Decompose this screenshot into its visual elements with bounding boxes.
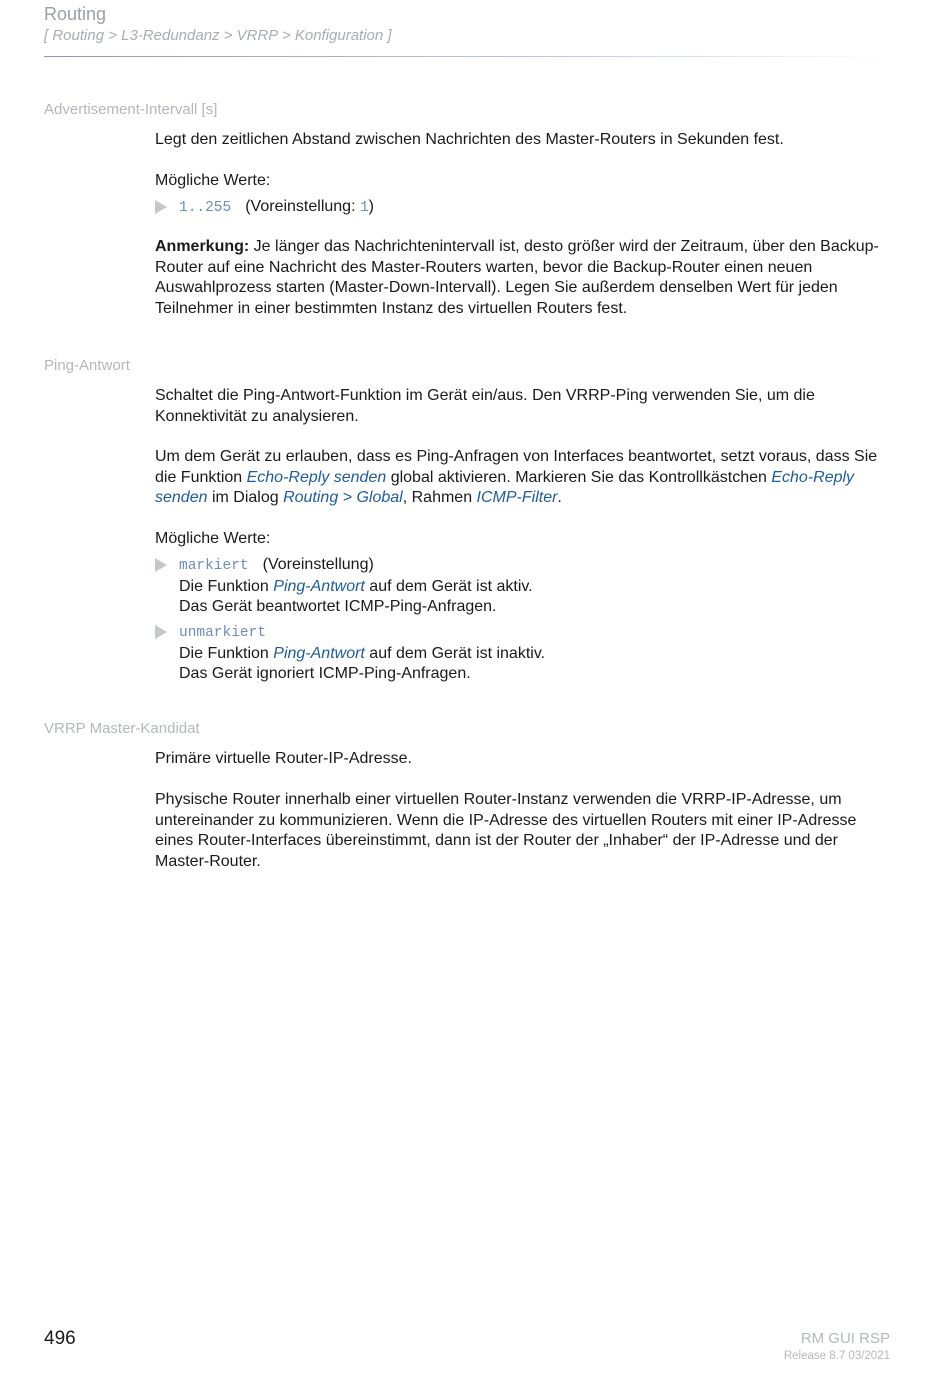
vrrp-master-description: Primäre virtuelle Router-IP-Adresse.: [155, 750, 412, 767]
unmarked-line1: Die Funktion Ping-Antwort auf dem Gerät ist inaktiv.: [179, 644, 546, 662]
ping-prerequisite: Um dem Gerät zu erlauben, dass es Ping-Anfragen von Interfaces beantwortet, setzt voraus, dass Sie die Funktion Echo-Reply senden global aktivieren. Markieren Sie das Kontrollkästchen Echo-Reply senden im Dialog Routing > Global, Rahmen ICMP-Filter.: [155, 448, 878, 506]
vrrp-master-candidate-label: VRRP Master-Kandidat: [44, 720, 200, 737]
page-header-title: Routing: [44, 4, 107, 24]
echo-reply-checkbox-ref[interactable]: Echo-Reply senden: [155, 468, 855, 506]
ping-description: Schaltet die Ping-Antwort-Funktion im Gerät ein/aus. Den VRRP-Ping verwenden Sie, um die Konnektivität zu analysieren.: [155, 387, 815, 425]
footer-release: Release 8.7 03/2021: [783, 1350, 890, 1362]
ping-response-label: Ping-Antwort: [44, 357, 130, 374]
marked-line1: Die Funktion Ping-Antwort auf dem Gerät ist aktiv.: [179, 577, 533, 595]
ping-values-heading: Mögliche Werte:: [155, 530, 271, 547]
vrrp-master-detail: Physische Router innerhalb einer virtuellen Router-Instanz verwenden die VRRP-IP-Adresse, um untereinander zu kommunizieren. Wenn die IP-Adresse des virtuellen Routers mit einer IP-Adresse eines Router-Interfaces übereinstimmt, dann ist der Router der „Inhaber“ der IP-Adresse und der Master-Router.: [155, 791, 857, 870]
default-value-text: (Voreinstellung: 1): [245, 198, 374, 216]
ping-response-ref[interactable]: Ping-Antwort: [273, 577, 365, 595]
marked-line2: Das Gerät beantwortet ICMP-Ping-Anfragen.: [179, 598, 497, 615]
marked-value: markiert: [179, 558, 249, 574]
advertisement-description: Legt den zeitlichen Abstand zwischen Nachrichten des Master-Routers in Sekunden fest.: [155, 131, 784, 148]
ping-response-ref[interactable]: Ping-Antwort: [273, 644, 365, 662]
page-number: 496: [44, 1328, 76, 1349]
unmarked-line2: Das Gerät ignoriert ICMP-Ping-Anfragen.: [179, 665, 471, 682]
icmp-filter-ref[interactable]: ICMP-Filter: [476, 489, 558, 506]
bullet-triangle-icon: [155, 625, 167, 639]
bullet-triangle-icon: [155, 200, 167, 214]
footer-document-name: RM GUI RSP: [800, 1330, 890, 1347]
bullet-triangle-icon: [155, 558, 167, 572]
note-label: Anmerkung:: [155, 238, 250, 255]
routing-global-dialog-ref[interactable]: Routing > Global: [283, 489, 403, 506]
advertisement-values-heading: Mögliche Werte:: [155, 172, 271, 189]
range-value: 1..255: [179, 200, 232, 216]
header-divider: [44, 56, 894, 57]
default-marker: (Voreinstellung): [262, 556, 374, 573]
breadcrumb: [ Routing > L3-Redundanz > VRRP > Konfiguration ]: [44, 27, 392, 44]
ping-option-unmarked: [155, 622, 895, 685]
advertisement-interval-label: Advertisement-Intervall [s]: [44, 101, 218, 118]
unmarked-value: unmarkiert: [179, 625, 267, 641]
advertisement-range-item: [155, 197, 895, 219]
advertisement-note: [155, 237, 895, 319]
ping-option-marked: [155, 555, 895, 618]
echo-reply-link[interactable]: Echo-Reply senden: [246, 468, 387, 486]
note-text: Je länger das Nachrichtenintervall ist, desto größer wird der Zeitraum, über den Backup-Router auf eine Nachricht des Master-Routers warten, bevor die Backup-Router einen neuen Auswahlprozess starten (Master-Down-Intervall). Legen Sie außerdem denselben Wert für jeden Teilnehmer in einer bestimmten Instanz des virtuellen Routers fest.: [155, 238, 879, 317]
